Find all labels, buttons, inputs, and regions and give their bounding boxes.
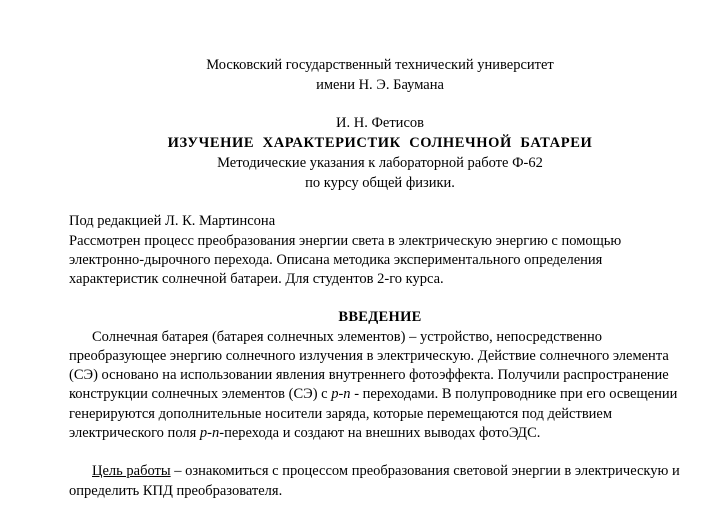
subtitle-line1: Методические указания к лабораторной работе Ф-62 (217, 155, 543, 171)
intro-paragraph-line: (СЭ) основано на использовании явления внутреннего фотоэффекта. Получили распространение (69, 367, 669, 383)
pn-term: p-n (199, 425, 220, 441)
intro-paragraph-line (69, 384, 677, 404)
abstract-line: электронно-дырочного перехода. Описана методика экспериментального определения (69, 252, 603, 268)
intro-paragraph-line: Солнечная батарея (батарея солнечных элементов) – устройство, непосредственно (92, 329, 603, 345)
intro-paragraph-line: преобразующее энергию солнечного излучения в электрическую. Действие солнечного элемента (69, 348, 669, 364)
intro-text: - переходами. В полупроводнике при его освещении (350, 386, 678, 402)
intro-text: электрического поля (69, 425, 200, 441)
intro-paragraph-line: генерируются дополнительные носители заряда, которые перемещаются под действием (69, 406, 613, 422)
intro-paragraph-line (69, 423, 540, 443)
goal-line (92, 461, 680, 481)
document-title: ИЗУЧЕНИЕ ХАРАКТЕРИСТИК СОЛНЕЧНОЙ БАТАРЕИ (167, 135, 593, 151)
intro-text: конструкции солнечных элементов (СЭ) с (69, 386, 332, 402)
goal-line: определить КПД преобразователя. (69, 483, 283, 499)
section-heading-intro: ВВЕДЕНИЕ (338, 309, 422, 325)
subtitle-line2: по курсу общей физики. (305, 175, 455, 191)
abstract-line: Рассмотрен процесс преобразования энергии света в электрическую энергию с помощью (69, 233, 622, 249)
university-line2: имени Н. Э. Баумана (316, 77, 444, 93)
goal-label: Цель работы (92, 463, 171, 479)
goal-text: – ознакомиться с процессом преобразования световой энергии в электрическую и (170, 463, 680, 479)
abstract-line: характеристик солнечной батареи. Для студентов 2-го курса. (69, 271, 444, 287)
editor-line: Под редакцией Л. К. Мартинсона (69, 213, 276, 229)
intro-text: -перехода и создают на внешних выводах фотоЭДС. (219, 425, 541, 441)
university-line1: Московский государственный технический университет (206, 57, 554, 73)
pn-term: p-n (331, 386, 351, 402)
author: И. Н. Фетисов (336, 115, 424, 131)
